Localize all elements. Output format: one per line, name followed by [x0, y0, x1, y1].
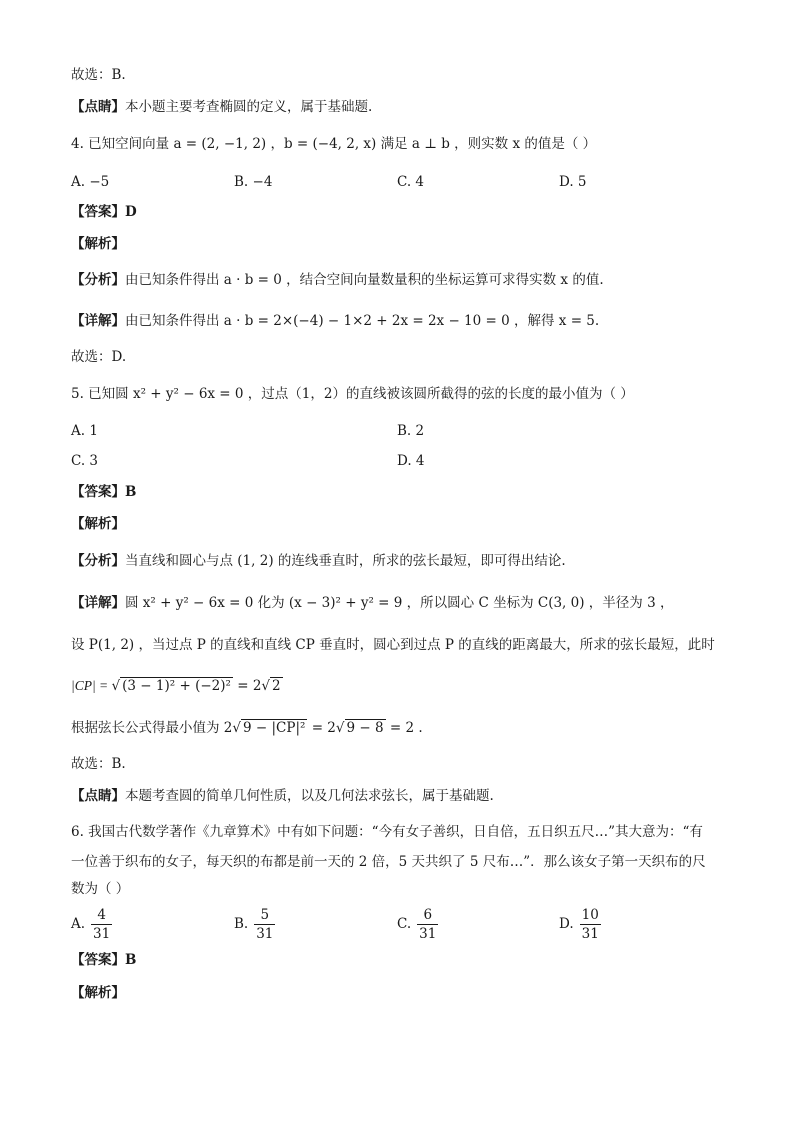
option-label: D. [559, 916, 574, 932]
remark-line [71, 786, 494, 806]
tag-dianjing: 【点睛】 [71, 99, 125, 115]
text-line: 故选：D. [71, 349, 127, 365]
numerator: 4 [91, 906, 112, 925]
numerator: 5 [254, 906, 275, 925]
question-5: 5. 已知圆 x² + y² − 6x = 0 ，过点（1，2）的直线被该圆所截得的弦的长度的最小值为（ ） [71, 386, 634, 402]
formula-chord: 根据弦长公式得最小值为 2√ 9 − |CP|² = 2√ 9 − 8 = 2 . [71, 720, 423, 736]
tag-xiangjie: 【详解】 [71, 595, 125, 611]
numerator: 6 [417, 906, 438, 925]
option-b: B. −4 [234, 174, 273, 190]
xiangjie-text: 由已知条件得出 a · b = 2×(−4) − 1×2 + 2x = 2x − 10 = 0 ，解得 x = 5. [125, 313, 600, 329]
sqrt-content: (3 − 1)² + (−2)² [122, 678, 231, 694]
option-d: D. 4 [397, 453, 425, 469]
formula-part: = 2 [307, 720, 336, 736]
question-6-line1: 6. 我国古代数学著作《九章算术》中有如下问题：“今有女子善织，日自倍，五日织五尺…”其大意为：“有 [71, 824, 703, 840]
remark-line [71, 97, 372, 117]
analysis-heading: 【解析】 [71, 516, 125, 532]
remark-text: 本题考查圆的简单几何性质，以及几何法求弦长，属于基础题. [125, 788, 494, 804]
option-d: D. 5 [559, 174, 587, 190]
xiangjie-line [71, 593, 673, 613]
option-a [71, 906, 112, 943]
sqrt-content: 9 − |CP|² [243, 720, 306, 736]
option-c: C. 4 [397, 174, 425, 190]
option-label: C. [397, 916, 412, 932]
fenxi-line [71, 551, 566, 571]
question-6-line2: 一位善于织布的女子，每天织的布都是前一天的 2 倍，5 天共织了 5 尺布…”．那么该女子第一天织布的尺 [71, 854, 706, 870]
formula-part: = 2 [232, 678, 262, 694]
fraction [417, 906, 438, 943]
analysis-heading: 【解析】 [71, 985, 125, 1001]
answer-line: 【答案】B [71, 484, 137, 500]
answer-line: 【答案】B [71, 952, 137, 968]
analysis-heading: 【解析】 [71, 236, 125, 252]
option-a: A. −5 [71, 174, 110, 190]
numerator: 10 [581, 907, 599, 923]
question-4: 4. 已知空间向量 a = (2, −1, 2) ，b = (−4, 2, x) 满足 a ⊥ b ，则实数 x 的值是（ ） [71, 136, 597, 152]
formula-cp: |CP| = √ (3 − 1)² + (−2)² = 2√ 2 [71, 678, 281, 694]
fenxi-text: 当直线和圆心与点 (1, 2) 的连线垂直时，所求的弦长最短，即可得出结论. [125, 553, 566, 569]
option-a: A. 1 [71, 423, 98, 439]
denominator: 31 [581, 926, 599, 942]
option-c [397, 906, 438, 943]
tag-fenxi: 【分析】 [71, 272, 125, 288]
option-b [234, 906, 275, 943]
sqrt-content: 9 − 8 [346, 720, 384, 736]
option-label: B. [234, 916, 249, 932]
option-label: A. [71, 916, 86, 932]
text-line: 故选：B. [71, 67, 126, 83]
fraction [91, 906, 112, 943]
sqrt-content: 2 [272, 678, 281, 694]
option-c: C. 3 [71, 453, 99, 469]
formula-part: = 2 . [385, 720, 423, 736]
denominator: 31 [93, 926, 111, 942]
formula-part: 根据弦长公式得最小值为 2 [71, 720, 233, 736]
formula-part: |CP| = [71, 678, 112, 693]
fenxi-line [71, 270, 604, 290]
option-d [559, 906, 601, 943]
denominator: 31 [256, 926, 274, 942]
text-line: 设 P(1, 2) ，当过点 P 的直线和直线 CP 垂直时，圆心到过点 P 的直线的距离最大，所求的弦长最短，此时 [71, 637, 715, 653]
text-line: 故选：B. [71, 756, 126, 772]
option-b: B. 2 [397, 423, 425, 439]
tag-fenxi: 【分析】 [71, 553, 125, 569]
question-6-line3: 数为（ ） [71, 881, 130, 897]
fraction [254, 906, 275, 943]
xiangjie-text: 圆 x² + y² − 6x = 0 化为 (x − 3)² + y² = 9 ，所以圆心 C 坐标为 C(3, 0) ，半径为 3 ， [125, 595, 674, 611]
denominator: 31 [419, 926, 437, 942]
fraction [580, 906, 601, 943]
tag-xiangjie: 【详解】 [71, 313, 125, 329]
remark-text: 本小题主要考查椭圆的定义，属于基础题. [125, 99, 373, 115]
fenxi-text: 由已知条件得出 a · b = 0 ，结合空间向量数量积的坐标运算可求得实数 x 的值. [125, 272, 604, 288]
tag-dianjing: 【点睛】 [71, 788, 125, 804]
answer-line: 【答案】D [71, 204, 137, 220]
xiangjie-line [71, 311, 599, 331]
